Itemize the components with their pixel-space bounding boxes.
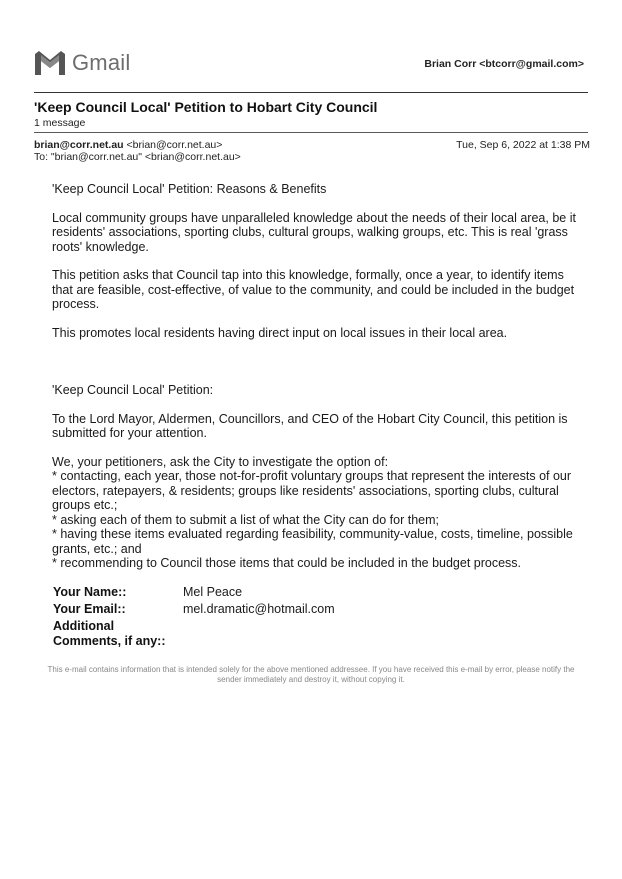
body-paragraph: 'Keep Council Local' Petition: [52,383,214,397]
gmail-logo[interactable] [34,50,130,76]
name-value: Mel Peace [183,585,243,599]
name-label: Your Name:: [53,585,127,599]
list-item: * recommending to Council those items that could be included in the budget process. [52,556,522,570]
comments-label [53,619,183,649]
gmail-m-icon [34,50,66,76]
list-item: * contacting, each year, those not-for-profit voluntary groups that represent the interests of our electors, ratepayers, & residents; groups like residents' associations, sporting clubs, cultural groups etc.; [52,469,572,512]
subject-divider [34,132,588,133]
body-paragraph: This promotes local residents having direct input on local issues in their local area. [52,325,508,340]
sender-email-angle: <brian@corr.net.au> [126,139,223,151]
petition-form-fields [53,585,335,651]
comments-row [53,619,335,649]
message-body [52,182,582,571]
recipient-line: To: "brian@corr.net.au" <brian@corr.net.au> [34,151,241,163]
header-divider [34,92,588,93]
body-paragraph: Local community groups have unparalleled knowledge about the needs of their local area, be it residents' associations, sporting clubs, cultural groups, walking groups, etc. This is real 'grass roots' knowledge. [52,210,576,254]
email-value: mel.dramatic@hotmail.com [183,602,335,616]
body-paragraph: This petition asks that Council tap into this knowledge, formally, once a year, to identify items that are feasible, cost-effective, of value to the community, and could be included in the budget process. [52,268,575,311]
email-label: Your Email:: [53,602,126,616]
thread-subject: 'Keep Council Local' Petition to Hobart City Council [34,99,378,115]
message-count: 1 message [34,117,86,129]
body-paragraph: We, your petitioners, ask the City to investigate the option of: [52,454,389,469]
comments-label-line: Comments, if any:: [53,634,166,648]
message-date: Tue, Sep 6, 2022 at 1:38 PM [456,139,590,151]
body-paragraph: 'Keep Council Local' Petition: Reasons & Benefits [52,182,327,196]
disclaimer-footer: This e-mail contains information that is intended solely for the above mentioned addressee. If you have received this e-mail by error, please notify the sender immediately and destroy it, without copying it. [47,665,575,684]
list-item: * having these items evaluated regarding feasibility, community-value, costs, timeline, possible grants, etc.; and [52,527,573,556]
name-row [53,585,335,600]
sender-email: brian@corr.net.au [34,139,124,151]
petition-bullet-list [52,469,582,571]
gmail-logo-text: Gmail [72,50,131,75]
comments-label-line: Additional [53,619,115,633]
account-name: Brian Corr <btcorr@gmail.com> [424,58,584,70]
body-paragraph: To the Lord Mayor, Aldermen, Councillors, and CEO of the Hobart City Council, this petition is submitted for your attention. [52,411,568,440]
sender-line [34,139,222,151]
list-item: * asking each of them to submit a list of what the City can do for them; [52,512,439,527]
email-row [53,602,335,617]
